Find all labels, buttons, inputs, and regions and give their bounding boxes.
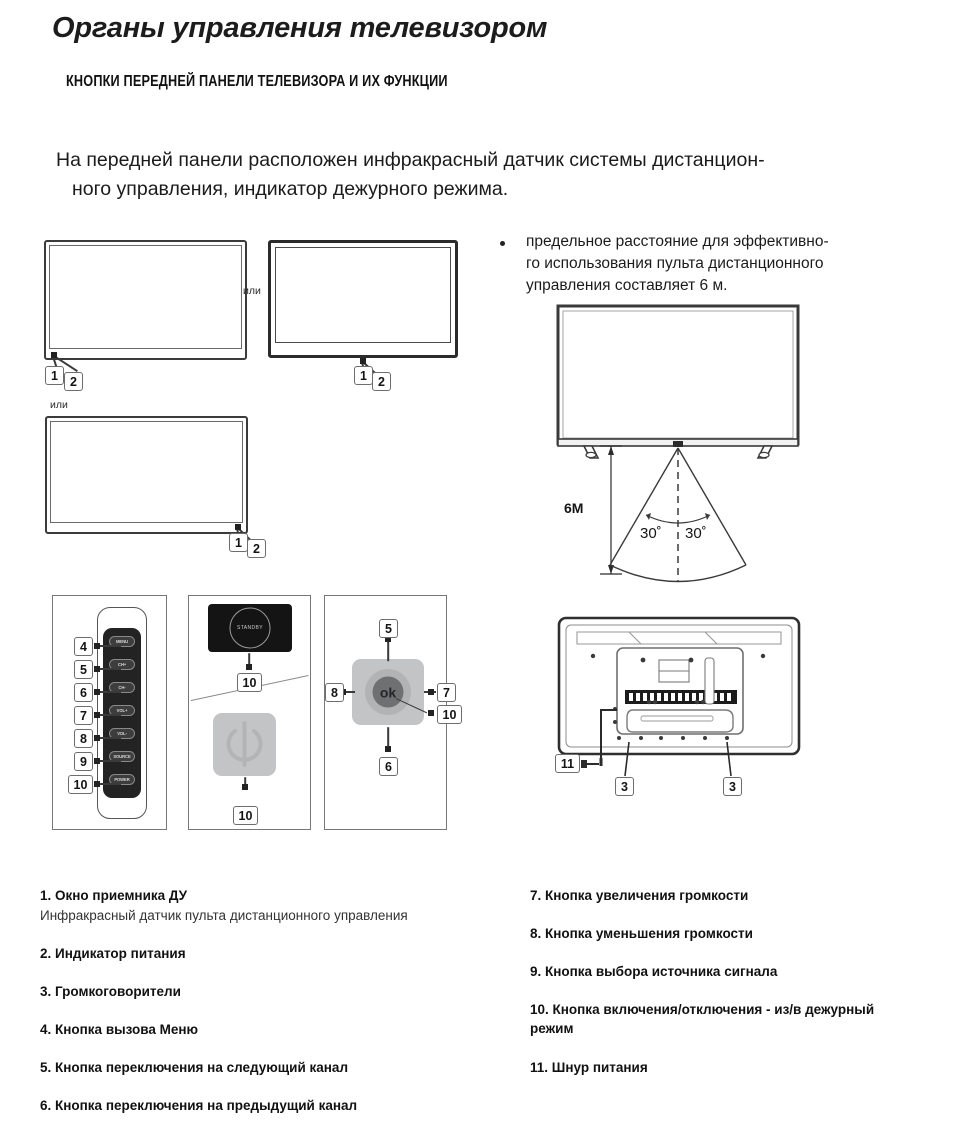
callout-8-joystick: 8 bbox=[325, 683, 344, 702]
callout-nub-9 bbox=[94, 758, 100, 764]
legend-item-11-title: 11. Шнур питания bbox=[530, 1060, 648, 1075]
legend-column-right bbox=[530, 886, 950, 1096]
leader-7 bbox=[99, 714, 121, 716]
leader-5 bbox=[99, 668, 121, 670]
legend-item-5-title: 5. Кнопка переключения на следующий канал bbox=[40, 1060, 349, 1075]
angle-diagram-svg bbox=[552, 303, 862, 593]
tv-front-view-2 bbox=[268, 240, 458, 358]
remote-range-line-3: управления составляет 6 м. bbox=[526, 277, 728, 294]
button-volume-up[interactable]: VOL+ bbox=[109, 705, 135, 716]
legend-item-1-desc: Инфракрасный датчик пульта дистанционного управления bbox=[40, 908, 408, 923]
callout-5-strip: 5 bbox=[74, 660, 93, 679]
callout-3-speaker-right: 3 bbox=[723, 777, 742, 796]
button-power[interactable]: POWER bbox=[109, 774, 135, 785]
leader-joystick-up bbox=[387, 641, 389, 661]
or-label-2: или bbox=[50, 399, 68, 411]
ir-sensor-marker-1 bbox=[51, 352, 57, 358]
legend-item-1 bbox=[40, 886, 470, 925]
callout-3-speaker-left: 3 bbox=[615, 777, 634, 796]
callout-1-view1: 1 bbox=[45, 366, 64, 385]
power-icon bbox=[213, 713, 276, 776]
legend-item-2 bbox=[40, 944, 470, 963]
leader-10 bbox=[99, 783, 121, 785]
legend-item-7 bbox=[530, 886, 950, 905]
standby-label: STANDBY bbox=[236, 625, 264, 631]
bullet-dot-icon bbox=[500, 241, 505, 246]
legend-item-10-title: 10. Кнопка включения/отключения - из/в дежурный режим bbox=[530, 1002, 875, 1036]
callout-6-joystick: 6 bbox=[379, 757, 398, 776]
callout-nub-8 bbox=[94, 735, 100, 741]
tv-front-view-1 bbox=[44, 240, 247, 360]
ok-button[interactable]: ok bbox=[373, 677, 404, 708]
ir-sensor-marker-3 bbox=[235, 524, 241, 530]
tv-rear-svg bbox=[555, 614, 825, 814]
callout-6-strip: 6 bbox=[74, 683, 93, 702]
remote-range-line-2: го использования пульта дистанционного bbox=[526, 255, 824, 272]
callout-nub-6 bbox=[94, 689, 100, 695]
callout-7-strip: 7 bbox=[74, 706, 93, 725]
tv-rear-view bbox=[555, 614, 825, 814]
legend-item-8 bbox=[530, 924, 950, 943]
power-button-pad[interactable] bbox=[213, 713, 276, 776]
button-volume-down[interactable]: VOL- bbox=[109, 728, 135, 739]
remote-range-note bbox=[500, 231, 900, 297]
button-menu[interactable]: MENU bbox=[109, 636, 135, 647]
callout-9-strip: 9 bbox=[74, 752, 93, 771]
callout-nub-4 bbox=[94, 643, 100, 649]
or-label-1: или bbox=[243, 285, 261, 297]
button-channel-down[interactable]: CH- bbox=[109, 682, 135, 693]
callout-10-joystick: 10 bbox=[437, 705, 462, 724]
button-source[interactable]: SOURCE bbox=[109, 751, 135, 762]
legend-item-9-title: 9. Кнопка выбора источника сигнала bbox=[530, 964, 778, 979]
leader-6 bbox=[99, 691, 121, 693]
legend-item-10 bbox=[530, 1000, 880, 1038]
page-title: Органы управления телевизором bbox=[52, 12, 548, 44]
intro-paragraph bbox=[56, 146, 911, 204]
standby-display bbox=[208, 604, 292, 652]
distance-label: 6M bbox=[564, 500, 584, 516]
legend-item-3 bbox=[40, 982, 470, 1001]
callout-nub-5 bbox=[94, 666, 100, 672]
callout-2-view2: 2 bbox=[372, 372, 391, 391]
callout-nub-joystick-down bbox=[385, 746, 391, 752]
remote-range-line-1: предельное расстояние для эффективно- bbox=[526, 233, 829, 250]
legend-item-2-title: 2. Индикатор питания bbox=[40, 946, 186, 961]
callout-5-joystick: 5 bbox=[379, 619, 398, 638]
leader-9 bbox=[99, 760, 121, 762]
tv-screen-2 bbox=[275, 247, 451, 343]
callout-nub-power-pad bbox=[242, 784, 248, 790]
tv-screen-1 bbox=[49, 245, 242, 349]
tv-front-view-3 bbox=[45, 416, 248, 534]
callout-nub-7 bbox=[94, 712, 100, 718]
legend-item-6 bbox=[40, 1096, 470, 1115]
callout-8-strip: 8 bbox=[74, 729, 93, 748]
legend-item-9 bbox=[530, 962, 950, 981]
joystick-pad[interactable] bbox=[352, 659, 424, 725]
intro-line-2: ного управления, индикатор дежурного режима. bbox=[72, 178, 509, 200]
legend-item-4 bbox=[40, 1020, 470, 1039]
legend-item-8-title: 8. Кнопка уменьшения громкости bbox=[530, 926, 753, 941]
tv-screen-3 bbox=[50, 421, 243, 523]
callout-4: 4 bbox=[74, 637, 93, 656]
legend-item-11 bbox=[530, 1058, 950, 1077]
callout-nub-joystick-press bbox=[428, 710, 434, 716]
angle-label-right: 30˚ bbox=[685, 525, 707, 542]
callout-2-view3: 2 bbox=[247, 539, 266, 558]
legend-column-left bbox=[40, 886, 470, 1134]
callout-2-view1: 2 bbox=[64, 372, 83, 391]
callout-10-strip: 10 bbox=[68, 775, 93, 794]
callout-11-power-cord: 11 bbox=[555, 754, 580, 773]
legend-item-6-title: 6. Кнопка переключения на предыдущий канал bbox=[40, 1098, 358, 1113]
legend-item-7-title: 7. Кнопка увеличения громкости bbox=[530, 888, 749, 903]
button-channel-up[interactable]: CH+ bbox=[109, 659, 135, 670]
callout-1-view2: 1 bbox=[354, 366, 373, 385]
callout-nub-standby bbox=[246, 664, 252, 670]
callout-nub-10 bbox=[94, 781, 100, 787]
angle-label-left: 30˚ bbox=[640, 525, 662, 542]
section-subtitle: КНОПКИ ПЕРЕДНЕЙ ПАНЕЛИ ТЕЛЕВИЗОРА И ИХ ФУНКЦИИ bbox=[66, 73, 448, 90]
legend-item-1-title: 1. Окно приемника ДУ bbox=[40, 888, 188, 903]
legend-item-3-title: 3. Громкоговорители bbox=[40, 984, 181, 999]
legend-item-4-title: 4. Кнопка вызова Меню bbox=[40, 1022, 199, 1037]
intro-line-1: На передней панели расположен инфракрасный датчик системы дистанцион- bbox=[56, 149, 765, 171]
leader-4 bbox=[99, 645, 121, 647]
callout-1-view3: 1 bbox=[229, 533, 248, 552]
callout-10-standby: 10 bbox=[237, 673, 262, 692]
legend-item-5 bbox=[40, 1058, 470, 1077]
leader-8 bbox=[99, 737, 121, 739]
callout-10-power-pad: 10 bbox=[233, 806, 258, 825]
remote-range-diagram bbox=[552, 303, 862, 593]
callout-nub-joystick-right bbox=[428, 689, 434, 695]
callout-7-joystick: 7 bbox=[437, 683, 456, 702]
ir-sensor-marker-2 bbox=[360, 358, 366, 364]
button-strip-body bbox=[103, 628, 141, 798]
